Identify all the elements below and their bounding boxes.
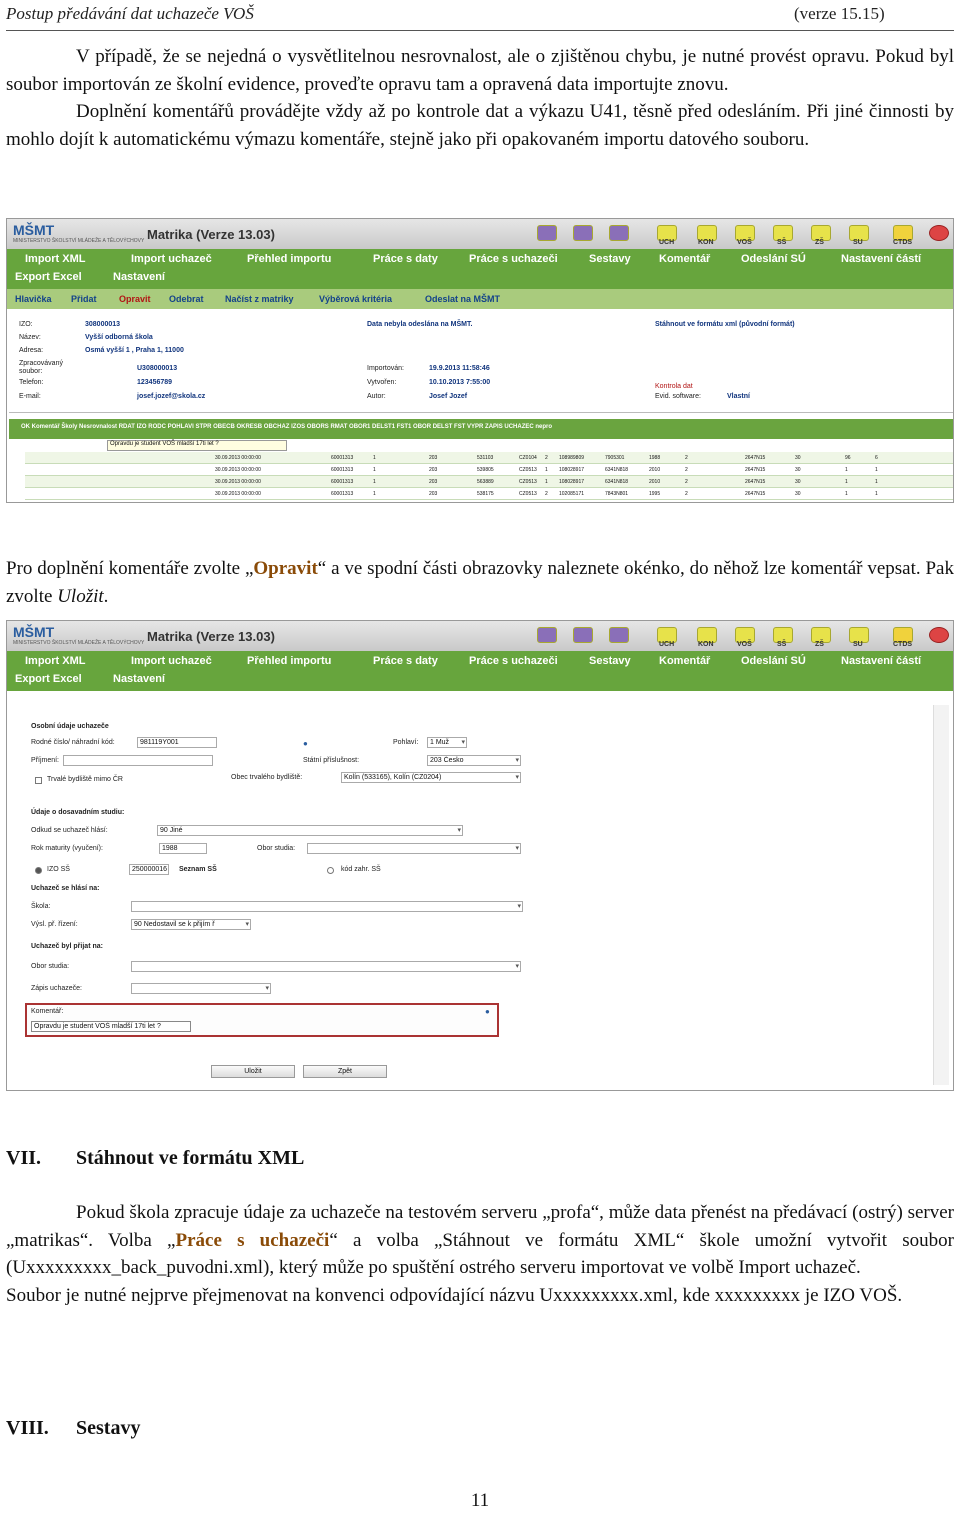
- section-7-text: Pokud škola zpracuje údaje za uchazeče na testovém serveru „profa“, může data přenést na předávací (ostrý) server „matrikas“. Volba „Práce s uchazeči“ a volba „Stáhnout ve formátu XML“ škole umožní vytvořit soubor (Uxxxxxxxxx_back_puvodni.xml), který může po spuštění ostrého serveru importovat ve volbě Import uchazeč. Soubor je nutné nejprve přejmenovat na konvenci odpovídající názvu Uxxxxxxxxx.xml, kde xxxxxxxxx je IZO VOŠ.: [6, 1199, 954, 1309]
- sub-pridat[interactable]: Přidat: [71, 294, 97, 304]
- nav-prace-s-uchazeci[interactable]: Práce s uchazeči: [469, 253, 558, 265]
- admitted-field-select[interactable]: [131, 961, 521, 972]
- nav-prehled-importu[interactable]: Přehled importu: [247, 253, 332, 265]
- nav-komentar[interactable]: Komentář: [659, 253, 711, 265]
- pen-icon[interactable]: [537, 225, 557, 241]
- nav-import-xml[interactable]: Import XML: [25, 655, 86, 667]
- surname-input[interactable]: [63, 755, 213, 766]
- comment-box: Komentář: Opravdu je student VOŠ mladší 17ti let ?: [25, 1003, 499, 1037]
- intro-paragraph-2: Doplnění komentářů provádějte vždy až po kontrole dat a výkazu U41, těsně před odesláním. Při jiné činnosti by mohlo dojít k automatickému výmazu komentáře, stejně jako při opakovaném importu datového souboru.: [6, 101, 954, 150]
- screenshot-matrika-form: MŠMT MINISTERSTVO ŠKOLSTVÍ MLÁDEŽE A TĚLOVÝCHOVY Matrika (Verze 13.03) UCH KON VOŠ SŠ ZŠ SU CTDS Import XML Import uchazeč Přehled importu Práce s daty Práce s uchazeči Sestavy Komentář Odeslání SÚ Nastavení částí Export Excel Nastavení Osobní údaje uchazeče Rodné číslo/ náhradní kód: 981119Y001 ● Pohlaví: 1 Muž ▾ Příjmení: Státní příslušnost: 203 Česko ▾ Trvalé bydliště mimo ČR Obec trvalého bydliště: Kolín (533165), Kolín (CZ0204) ▾ Údaje o dosavadním studiu: Odkud se uchazeč hlásí: 90 Jiné ▾ Rok maturity (vyučení): 1988 Obor studia: ▾ IZO SŠ 250000016 Seznam SŠ kód zahr. SŠ Uchazeč se hlásí na: Škola: ▾ Výsl. př. řízení: 90 Nedostavil se k přijím ř ▾ Uchazeč byl přijat na: Obor studia: ▾ Zápis uchazeče: ▾ Komentář: Opravdu je student VOŠ mladší 17ti let ? ● Uložit Zpět: [6, 620, 954, 1091]
- town-select[interactable]: Kolín (533165), Kolín (CZ0204) ▾: [341, 772, 521, 783]
- school-info-panel: IZO: Název: Adresa: Zpracovávaný soubor: Telefon: E-mail: 308000013 Vyšší odborná škola Osmá vyšší 1 , Praha 1, 11000 U308000013 123456789 josef.jozef@skola.cz Data nebyla odeslána na MŠMT. Stáhnout ve formátu xml (původní formát) Importován: Vytvořen: Autor: 19.9.2013 11:58:46 10.10.2013 7:55:00 Josef Jozef Kontrola dat Evid. software: Vlastní: [9, 313, 953, 413]
- nav-import-uchazec[interactable]: Import uchazeč: [131, 655, 212, 667]
- app-title-bar: MŠMT MINISTERSTVO ŠKOLSTVÍ MLÁDEŽE A TĚLOVÝCHOVY Matrika (Verze 13.03) UCH KON VOŠ SŠ ZŠ SU CTDS: [7, 621, 953, 651]
- comment-tooltip: Opravdu je student VOŠ mladší 17ti let ?: [107, 440, 287, 451]
- nav-sestavy[interactable]: Sestavy: [589, 253, 631, 265]
- nav-nastaveni[interactable]: Nastavení: [113, 271, 165, 283]
- nav-odeslani-su[interactable]: Odeslání SÚ: [741, 655, 806, 667]
- origin-select[interactable]: 90 Jiné ▾: [157, 825, 463, 836]
- info-icon: ●: [485, 1007, 490, 1016]
- app-title-bar: MŠMT MINISTERSTVO ŠKOLSTVÍ MLÁDEŽE A TĚLOVÝCHOVY Matrika (Verze 13.03) UCH KON VOŠ SŠ ZŠ SU CTDS: [7, 219, 953, 249]
- rc-input[interactable]: 981119Y001: [137, 737, 217, 748]
- check-data-link[interactable]: Kontrola dat: [655, 383, 693, 390]
- download-xml-link[interactable]: Stáhnout ve formátu xml (původní formát): [655, 321, 795, 328]
- sub-odeslat-na-msmt[interactable]: Odeslat na MŠMT: [425, 294, 501, 304]
- page-number: 11: [470, 1490, 490, 1511]
- foreign-code-radio[interactable]: [327, 867, 334, 874]
- header-rule: [6, 30, 954, 31]
- pen-icon[interactable]: [609, 225, 629, 241]
- screenshot-matrika-list: [6, 218, 954, 503]
- section-7-title: Stáhnout ve formátu XML: [76, 1147, 305, 1169]
- enrollment-select[interactable]: [131, 983, 271, 994]
- msmt-logo: MŠMT MINISTERSTVO ŠKOLSTVÍ MLÁDEŽE A TĚLOVÝCHOVY: [13, 624, 145, 646]
- school-list-link[interactable]: Seznam SŠ: [179, 866, 217, 873]
- save-button[interactable]: Uložit: [211, 1065, 295, 1078]
- nav-export-excel[interactable]: Export Excel: [15, 271, 82, 283]
- main-nav: [7, 651, 953, 691]
- izo-input[interactable]: 250000016: [129, 864, 169, 875]
- data-table: [9, 452, 953, 502]
- table-row[interactable]: 30.09.2013 00:00:00 60001313 1 203 539805 CZ0513 1 108028917 6341N818 2010 2 2647N15 30 1 1: [25, 464, 953, 476]
- izo-radio[interactable]: [35, 867, 42, 874]
- intro-paragraph-1: V případě, že se nejedná o vysvětlitelnou nesrovnalost, ale o zjištěnou chybu, je nutné provést opravu. Pokud byl soubor importován ze školní evidence, proveďte opravu tam a opravená data importujte znovu.: [6, 46, 954, 95]
- table-row[interactable]: 30.09.2013 00:00:00 60001313 1 203 563889 CZ0513 1 108028917 6341N818 2010 2 2647N15 30 1 1: [25, 476, 953, 488]
- comment-input[interactable]: Opravdu je student VOŠ mladší 17ti let ?: [31, 1021, 191, 1032]
- residence-abroad-checkbox[interactable]: [35, 777, 42, 784]
- section-8-title: Sestavy: [76, 1417, 141, 1439]
- sub-hlavicka[interactable]: Hlavička: [15, 294, 52, 304]
- admission-result-select[interactable]: 90 Nedostavil se k přijím ř ▾: [131, 919, 251, 930]
- main-nav: [7, 249, 953, 289]
- nav-nastaveni-casti[interactable]: Nastavení částí: [841, 253, 922, 265]
- exit-icon[interactable]: [929, 225, 949, 241]
- nav-nastaveni[interactable]: Nastavení: [113, 673, 165, 685]
- section-8-number: VIII.: [6, 1417, 49, 1439]
- field-select[interactable]: [307, 843, 521, 854]
- app-title: Matrika (Verze 13.03): [147, 227, 275, 242]
- back-button[interactable]: Zpět: [303, 1065, 387, 1078]
- sub-vyberova-kriteria[interactable]: Výběrová kritéria: [319, 294, 393, 304]
- msmt-logo: MŠMT MINISTERSTVO ŠKOLSTVÍ MLÁDEŽE A TĚLOVÝCHOVY: [13, 222, 145, 244]
- table-row[interactable]: 30.09.2013 00:00:00 60001313 1 203 538175 CZ0513 2 102085171 7843N801 1995 2 2647N15 30 1 1: [25, 488, 953, 500]
- gender-select[interactable]: 1 Muž ▾: [427, 737, 467, 748]
- pen-icon[interactable]: [573, 627, 593, 643]
- nav-komentar[interactable]: Komentář: [659, 655, 711, 667]
- nav-nastaveni-casti[interactable]: Nastavení částí: [841, 655, 922, 667]
- sub-opravit[interactable]: Opravit: [119, 294, 151, 304]
- graduation-year-input[interactable]: 1988: [159, 843, 207, 854]
- app-title: Matrika (Verze 13.03): [147, 629, 275, 644]
- instruction-text: Pro doplnění komentáře zvolte „Opravit“ a ve spodní části obrazovky naleznete okénko, do něhož lze komentář vepsat. Pak zvolte Uložit.: [6, 558, 954, 607]
- info-icon: ●: [303, 739, 308, 748]
- section-7-paragraph-2: Soubor je nutné nejprve přejmenovat na konvenci odpovídající názvu Uxxxxxxxxx.xml, kde xxxxxxxxx je IZO VOŠ.: [6, 1284, 903, 1306]
- pen-icon[interactable]: [609, 627, 629, 643]
- intro-text: [6, 43, 954, 153]
- sub-odebrat[interactable]: Odebrat: [169, 294, 204, 304]
- nav-sestavy[interactable]: Sestavy: [589, 655, 631, 667]
- status-text: Data nebyla odeslána na MŠMT.: [367, 321, 473, 328]
- running-header-title: Postup předávání dat uchazeče VOŠ: [6, 4, 254, 23]
- school-select[interactable]: [131, 901, 523, 912]
- nav-prace-s-daty[interactable]: Práce s daty: [373, 655, 438, 667]
- scrollbar[interactable]: [933, 705, 949, 1085]
- prace-s-uchazeci-link: Práce s uchazeči: [175, 1229, 330, 1251]
- pen-icon[interactable]: [573, 225, 593, 241]
- table-header: OK Komentář Školy Nesrovnalost RDAT IZO RODC POHLAVI STPR OBECB OKRESB OBCHAZ IZOS OBORS RMAT OBOR1 DELST1 FST1 OBOR DELST FST VYPR ZAPIS UCHAZEC nepro: [9, 419, 953, 439]
- opravit-link: Opravit: [253, 558, 318, 579]
- nav-prace-s-daty[interactable]: Práce s daty: [373, 253, 438, 265]
- nav-prehled-importu[interactable]: Přehled importu: [247, 655, 332, 667]
- nav-import-xml[interactable]: Import XML: [25, 253, 86, 265]
- section-7-number: VII.: [6, 1147, 42, 1169]
- nav-export-excel[interactable]: Export Excel: [15, 673, 82, 685]
- nav-import-uchazec[interactable]: Import uchazeč: [131, 253, 212, 265]
- citizenship-select[interactable]: 203 Česko ▾: [427, 755, 521, 766]
- table-row[interactable]: 30.09.2013 00:00:00 60001313 1 203 531103 CZ0104 2 108989809 7905301 1988 2 2647N15 30 96 6: [25, 452, 953, 464]
- nav-prace-s-uchazeci[interactable]: Práce s uchazeči: [469, 655, 558, 667]
- pen-icon[interactable]: [537, 627, 557, 643]
- sub-nacist-z-matriky[interactable]: Načíst z matriky: [225, 294, 294, 304]
- nav-odeslani-su[interactable]: Odeslání SÚ: [741, 253, 806, 265]
- running-header-version: (verze 15.15): [794, 4, 885, 23]
- exit-icon[interactable]: [929, 627, 949, 643]
- sub-toolbar: [7, 289, 953, 309]
